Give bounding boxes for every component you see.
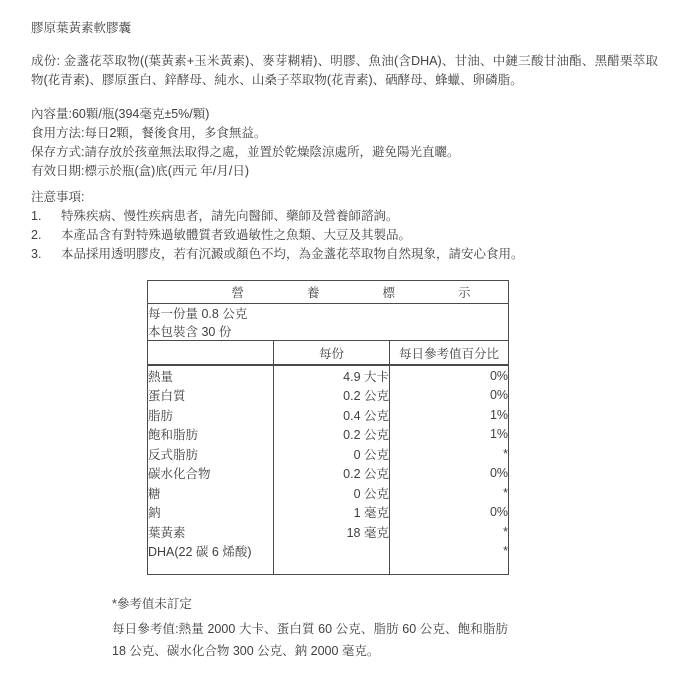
nutrient-row bbox=[148, 444, 509, 464]
serving-size: 每一份量 0.8 公克 bbox=[148, 307, 248, 321]
nutrient-daily-value: 0% bbox=[390, 464, 509, 484]
serving-size-row bbox=[148, 304, 509, 323]
footnote-undetermined: *參考值未訂定 bbox=[112, 597, 192, 611]
note-number: 3. bbox=[31, 247, 42, 261]
table-filler-cell bbox=[274, 561, 390, 575]
nutrient-amount bbox=[274, 542, 390, 562]
nutrient-row bbox=[148, 464, 509, 484]
servings-per-pack: 本包裝含 30 份 bbox=[148, 322, 509, 341]
note-item bbox=[31, 207, 524, 226]
nutrient-amount: 0 公克 bbox=[274, 444, 390, 464]
info-line: 內容量:60顆/瓶(394毫克±5%/顆) bbox=[31, 107, 210, 121]
nutrient-daily-value: 0% bbox=[390, 503, 509, 523]
nutrient-label: DHA(22 碳 6 烯酸) bbox=[148, 545, 252, 560]
nutrient-daily-value: * bbox=[390, 483, 509, 503]
nutrient-label: 糖 bbox=[148, 486, 161, 501]
nutrient-row bbox=[148, 386, 509, 406]
product-title: 膠原葉黃素軟膠囊 bbox=[31, 21, 132, 35]
nutrient-daily-value: * bbox=[390, 522, 509, 542]
table-filler-row bbox=[148, 561, 509, 575]
nutrient-daily-value: 1% bbox=[390, 425, 509, 445]
info-line: 食用方法:每日2顆，餐後食用，多食無益。 bbox=[31, 126, 267, 140]
note-number: 1. bbox=[31, 209, 42, 223]
note-text: 本產品含有對特殊過敏體質者致過敏性之魚類、大豆及其製品。 bbox=[61, 228, 412, 242]
nutrient-label: 葉黃素 bbox=[148, 525, 186, 540]
info-line: 保存方式:請存放於孩童無法取得之處，並置於乾燥陰涼處所，避免陽光直曬。 bbox=[31, 145, 460, 159]
column-header-row bbox=[148, 341, 509, 366]
nutrient-row bbox=[148, 483, 509, 503]
column-header-per-serving: 每份 bbox=[274, 341, 390, 366]
nutrition-table-title-char: 示 bbox=[458, 286, 471, 300]
nutrient-row bbox=[148, 425, 509, 445]
servings-per-pack-row bbox=[148, 322, 509, 341]
table-filler-cell bbox=[390, 561, 509, 575]
info-lines bbox=[31, 105, 459, 181]
note-text: 本品採用透明膠皮，若有沉澱或顏色不均，為金盞花萃取物自然現象，請安心食用。 bbox=[61, 247, 524, 261]
nutrient-amount: 0 公克 bbox=[274, 483, 390, 503]
nutrient-label: 反式脂肪 bbox=[148, 447, 199, 462]
nutrient-label: 脂肪 bbox=[148, 408, 174, 423]
nutrient-daily-value: 0% bbox=[390, 386, 509, 406]
nutrition-table-title bbox=[148, 283, 508, 301]
nutrient-label: 鈉 bbox=[148, 506, 161, 521]
nutrient-amount: 0.4 公克 bbox=[274, 405, 390, 425]
nutrition-table-title-char: 標 bbox=[382, 286, 396, 300]
notes-list bbox=[31, 207, 524, 264]
table-filler-cell bbox=[148, 561, 274, 575]
nutrition-facts-table bbox=[147, 280, 509, 575]
nutrient-row bbox=[148, 405, 509, 425]
nutrient-daily-value: * bbox=[390, 542, 509, 562]
nutrient-amount: 0.2 公克 bbox=[274, 386, 390, 406]
nutrition-table-title-char: 營 bbox=[231, 286, 244, 300]
nutrient-amount: 0.2 公克 bbox=[274, 425, 390, 445]
nutrition-table-title-row bbox=[148, 281, 509, 304]
nutrient-label: 蛋白質 bbox=[148, 389, 186, 404]
column-header-daily-value: 每日參考值百分比 bbox=[390, 341, 509, 366]
nutrient-label: 飽和脂肪 bbox=[148, 428, 199, 443]
ingredients-paragraph: 成份: 金盞花萃取物((葉黃素+玉米黃素)、麥芽糊精)、明膠、魚油(含DHA)、甘油、中鏈三酸甘油酯、黑醋栗萃取物(花青素)、膠原蛋白、鋅酵母、純水、山桑子萃取物(花青素)、硒酵母、蜂蠟、卵磷脂。 bbox=[31, 54, 658, 87]
nutrient-amount: 1 毫克 bbox=[274, 503, 390, 523]
notes-heading: 注意事項: bbox=[31, 190, 85, 204]
nutrient-row bbox=[148, 542, 509, 562]
note-item bbox=[31, 226, 524, 245]
nutrient-daily-value: 1% bbox=[390, 405, 509, 425]
nutrition-table-title-char: 養 bbox=[307, 286, 320, 300]
note-text: 特殊疾病、慢性疾病患者，請先向醫師、藥師及營養師諮詢。 bbox=[61, 209, 399, 223]
nutrient-row bbox=[148, 522, 509, 542]
note-item bbox=[31, 245, 524, 264]
nutrient-daily-value: * bbox=[390, 444, 509, 464]
nutrient-amount: 18 毫克 bbox=[274, 522, 390, 542]
nutrient-label: 碳水化合物 bbox=[148, 467, 211, 482]
nutrient-daily-value: 0% bbox=[390, 365, 509, 386]
nutrient-amount: 0.2 公克 bbox=[274, 464, 390, 484]
footnote-daily-reference: 每日參考值:熱量 2000 大卡、蛋白質 60 公克、脂肪 60 公克、飽和脂肪 18 公克、碳水化合物 300 公克、鈉 2000 毫克。 bbox=[112, 622, 508, 658]
nutrient-row bbox=[148, 503, 509, 523]
nutrient-label: 熱量 bbox=[148, 369, 174, 384]
info-line: 有效日期:標示於瓶(盒)底(西元 年/月/日) bbox=[31, 164, 250, 178]
note-number: 2. bbox=[31, 228, 42, 242]
nutrient-amount: 4.9 大卡 bbox=[274, 365, 390, 386]
nutrient-row bbox=[148, 365, 509, 386]
column-header-blank bbox=[148, 341, 274, 366]
